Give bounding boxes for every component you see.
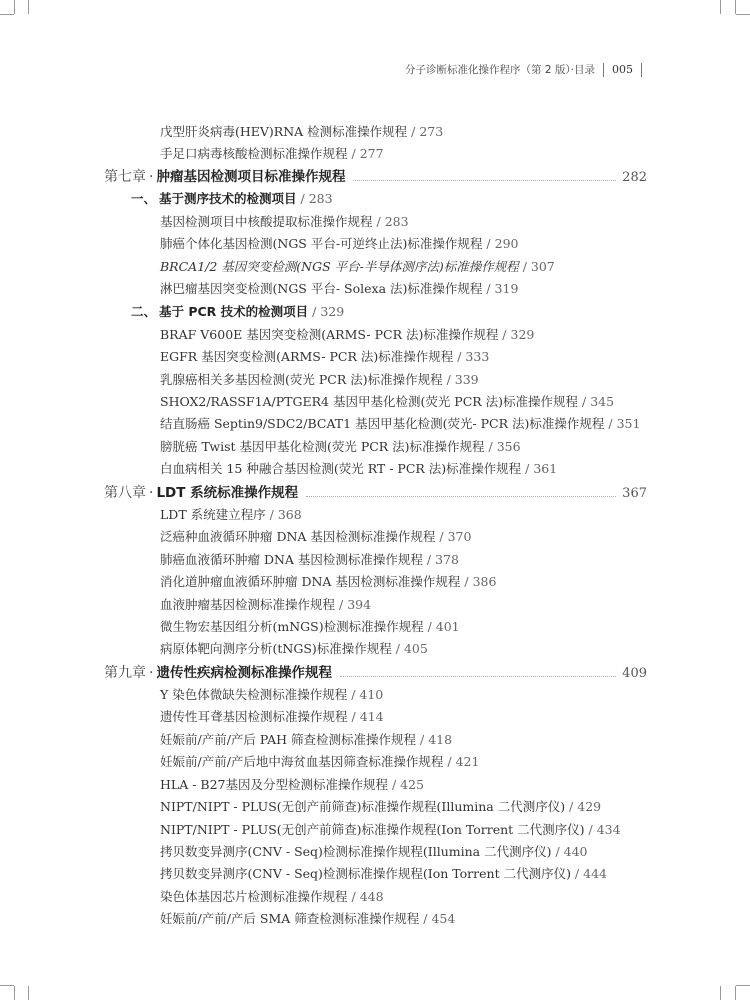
toc-entry <box>160 752 479 770</box>
toc-entry-page: / 329 <box>498 327 534 342</box>
toc-entry-page: / 394 <box>335 597 371 612</box>
dot-leader <box>340 676 616 677</box>
toc-entry-page: / 333 <box>453 349 489 364</box>
dot-leader <box>306 496 616 497</box>
toc-entry-title: 戊型肝炎病毒(HEV)RNA 检测标准操作规程 <box>160 124 408 139</box>
toc-entry-page: / 290 <box>482 236 518 251</box>
chapter-dot: · <box>149 485 154 501</box>
toc-entry <box>160 414 640 432</box>
toc-entry-title: 微生物宏基因组分析(mNGS)检测标准操作规程 <box>160 619 424 634</box>
chapter-dot: · <box>149 169 154 185</box>
chapter-page: 282 <box>622 170 647 185</box>
toc-entry-title: 淋巴瘤基因突变检测(NGS 平台- Solexa 法)标准操作规程 <box>160 281 483 296</box>
toc-entry-title: 手足口病毒核酸检测标准操作规程 <box>160 146 348 161</box>
chapter-title: 遗传性疾病检测标准操作规程 <box>156 665 332 681</box>
chapter-dot: · <box>149 665 154 681</box>
crop-mark <box>0 14 14 15</box>
toc-entry-title: LDT 系统建立程序 <box>160 507 266 522</box>
header-divider <box>641 63 642 77</box>
toc-entry-page: / 448 <box>348 889 384 904</box>
toc-entry <box>160 864 607 882</box>
chapter-page: 409 <box>622 666 647 681</box>
toc-section <box>131 302 344 320</box>
crop-mark <box>14 986 15 1000</box>
chapter-page: 367 <box>622 486 647 501</box>
section-page: / 283 <box>297 191 333 206</box>
toc-entry-title: 肺癌个体化基因检测(NGS 平台-可逆终止法)标准操作规程 <box>160 236 483 251</box>
crop-mark <box>14 0 15 14</box>
toc-entry <box>160 122 443 140</box>
section-number: 二、 <box>131 304 157 319</box>
chapter-number: 第九章 <box>104 665 146 681</box>
toc-entry <box>160 325 534 343</box>
toc-entry-title: 肺癌血液循环肿瘤 DNA 基因检测标准操作规程 <box>160 552 423 567</box>
toc-entry-title: 膀胱癌 Twist 基因甲基化检测(荧光 PCR 法)标准操作规程 <box>160 439 485 454</box>
toc-entry <box>160 730 452 748</box>
crop-mark <box>720 0 721 14</box>
toc-entry-title: 泛癌种血液循环肿瘤 DNA 基因检测标准操作规程 <box>160 529 436 544</box>
toc-entry <box>160 550 459 568</box>
toc-entry-title: BRAF V600E 基因突变检测(ARMS- PCR 法)标准操作规程 <box>160 327 499 342</box>
toc-entry-title: HLA - B27基因及分型检测标准操作规程 <box>160 777 388 792</box>
toc-entry <box>160 347 489 365</box>
toc-chapter-7 <box>104 165 647 186</box>
dot-leader <box>353 180 616 181</box>
toc-entry-title: 乳腺癌相关多基因检测(荧光 PCR 法)标准操作规程 <box>160 372 443 387</box>
toc-entry <box>160 685 383 703</box>
toc-entry <box>160 775 424 793</box>
crop-mark <box>28 986 29 1000</box>
toc-entry-title: 拷贝数变异测序(CNV - Seq)检测标准操作规程(Ion Torrent 二代测序仪) <box>160 866 571 881</box>
toc-entry-title: 结直肠癌 Septin9/SDC2/BCAT1 基因甲基化检测(荧光- PCR 法)标准操作规程 <box>160 416 605 431</box>
toc-entry-title: 病原体靶向测序分析(tNGS)标准操作规程 <box>160 641 392 656</box>
toc-entry-page: / 319 <box>482 281 518 296</box>
toc-entry <box>160 257 555 275</box>
section-number: 一、 <box>131 191 157 206</box>
toc-entry-page: / 444 <box>571 866 607 881</box>
crop-mark <box>720 986 721 1000</box>
toc-entry-title: 白血病相关 15 种融合基因检测(荧光 RT - PCR 法)标准操作规程 <box>160 461 522 476</box>
toc-entry <box>160 144 384 162</box>
toc-entry-title: 消化道肿瘤血液循环肿瘤 DNA 基因检测标准操作规程 <box>160 574 461 589</box>
chapter-title: 肿瘤基因检测项目标准操作规程 <box>156 169 346 185</box>
toc-entry <box>160 505 302 523</box>
toc-entry-title: 染色体基因芯片检测标准操作规程 <box>160 889 348 904</box>
toc-entry <box>160 595 371 613</box>
section-page: / 329 <box>308 304 344 319</box>
toc-entry-page: / 401 <box>424 619 460 634</box>
section-title: 基于 PCR 技术的检测项目 <box>159 304 309 319</box>
toc-entry-page: / 405 <box>392 641 428 656</box>
toc-entry-page: / 273 <box>407 124 443 139</box>
toc-entry <box>160 820 621 838</box>
toc-chapter-8 <box>104 481 647 502</box>
crop-mark <box>736 985 750 986</box>
toc-entry-page: / 345 <box>578 394 614 409</box>
toc-entry <box>160 842 588 860</box>
toc-chapter-9 <box>104 661 647 682</box>
toc-entry-title: 基因检测项目中核酸提取标准操作规程 <box>160 214 373 229</box>
toc-entry-page: / 454 <box>419 911 455 926</box>
toc-entry-title: NIPT/NIPT - PLUS(无创产前筛查)标准操作规程(Illumina 二代测序仪) <box>160 799 566 814</box>
toc-entry-title: 妊娠前/产前/产后地中海贫血基因筛查标准操作规程 <box>160 754 444 769</box>
toc-entry-title: EGFR 基因突变检测(ARMS- PCR 法)标准操作规程 <box>160 349 454 364</box>
toc-entry <box>160 797 601 815</box>
toc-entry-title: 遗传性耳聋基因检测标准操作规程 <box>160 709 348 724</box>
chapter-title: LDT 系统标准操作规程 <box>156 485 299 501</box>
toc-entry-title: Y 染色体微缺失检测标准操作规程 <box>160 687 348 702</box>
toc-entry-title: SHOX2/RASSF1A/PTGER4 基因甲基化检测(荧光 PCR 法)标准操作规程 <box>160 394 579 409</box>
toc-entry-page: / 414 <box>348 709 384 724</box>
toc-entry <box>160 212 409 230</box>
toc-entry-page: / 277 <box>348 146 384 161</box>
toc-entry-title: NIPT/NIPT - PLUS(无创产前筛查)标准操作规程(Ion Torrent 二代测序仪) <box>160 822 585 837</box>
toc-entry-page: / 370 <box>435 529 471 544</box>
toc-entry-title: BRCA1/2 基因突变检测(NGS 平台-半导体测序法)标准操作规程 <box>160 259 519 274</box>
toc-entry-page: / 339 <box>443 372 479 387</box>
header-divider <box>603 63 604 77</box>
toc-entry-title: 妊娠前/产前/产后 PAH 筛查检测标准操作规程 <box>160 732 417 747</box>
toc-entry-page: / 368 <box>266 507 302 522</box>
crop-mark <box>735 986 736 1000</box>
toc-entry <box>160 459 557 477</box>
toc-entry-page: / 410 <box>347 687 383 702</box>
toc-entry-page: / 421 <box>443 754 479 769</box>
toc-entry <box>160 707 384 725</box>
toc-entry-page: / 386 <box>460 574 496 589</box>
toc-entry-page: / 434 <box>585 822 621 837</box>
toc-entry-page: / 425 <box>388 777 424 792</box>
toc-entry-page: / 351 <box>604 416 640 431</box>
toc-entry <box>160 909 455 927</box>
toc-entry-page: / 429 <box>565 799 601 814</box>
toc-entry <box>160 370 479 388</box>
section-title: 基于测序技术的检测项目 <box>159 191 297 206</box>
toc-entry <box>160 392 614 410</box>
header-page-number: 005 <box>612 63 633 76</box>
toc-entry-page: / 307 <box>519 259 555 274</box>
crop-mark <box>735 0 736 14</box>
crop-mark <box>0 985 14 986</box>
toc-entry <box>160 234 518 252</box>
toc-entry-page: / 378 <box>423 552 459 567</box>
chapter-number: 第七章 <box>104 169 146 185</box>
toc-entry-title: 拷贝数变异测序(CNV - Seq)检测标准操作规程(Illumina 二代测序仪) <box>160 844 552 859</box>
crop-mark <box>736 14 750 15</box>
toc-entry <box>160 887 384 905</box>
toc-entry-title: 血液肿瘤基因检测标准操作规程 <box>160 597 336 612</box>
toc-entry <box>160 279 518 297</box>
toc-entry-page: / 283 <box>373 214 409 229</box>
chapter-number: 第八章 <box>104 485 146 501</box>
running-header <box>405 62 650 77</box>
toc-entry <box>160 437 521 455</box>
toc-entry-title: 妊娠前/产前/产后 SMA 筛查检测标准操作规程 <box>160 911 420 926</box>
header-title: 分子诊断标准化操作程序（第 2 版）·目录 <box>405 64 595 76</box>
toc-entry-page: / 440 <box>551 844 587 859</box>
toc-entry <box>160 639 428 657</box>
toc-section <box>131 189 333 207</box>
toc-entry-page: / 361 <box>521 461 557 476</box>
toc-entry <box>160 527 471 545</box>
toc-entry <box>160 572 496 590</box>
crop-mark <box>28 0 29 14</box>
toc-entry-page: / 418 <box>416 732 452 747</box>
toc-entry <box>160 617 460 635</box>
toc-entry-page: / 356 <box>485 439 521 454</box>
